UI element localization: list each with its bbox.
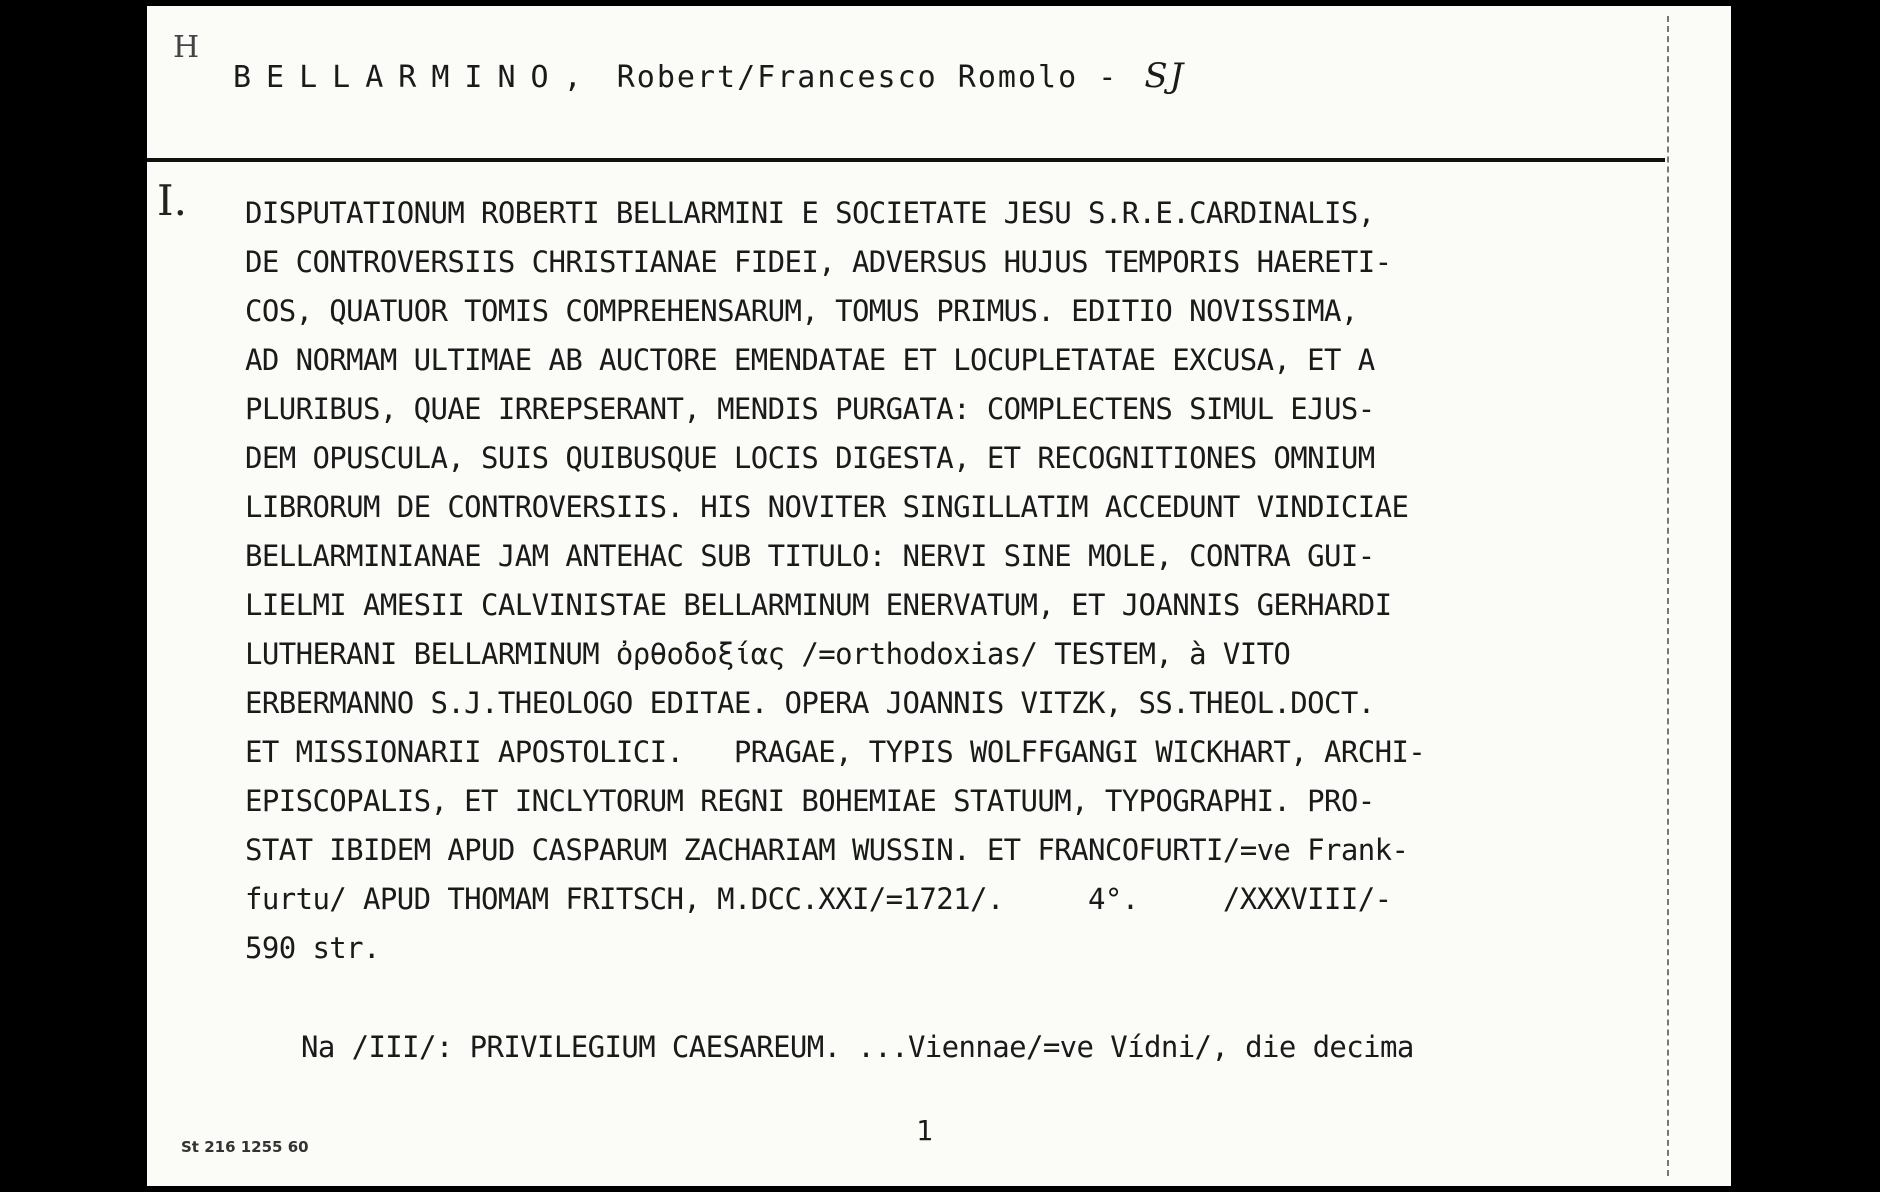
author-given-names: Robert/Francesco Romolo - bbox=[616, 60, 1119, 95]
description-line: EPISCOPALIS, ET INCLYTORUM REGNI BOHEMIAE STATUUM, TYPOGRAPHI. PRO- bbox=[245, 784, 1375, 818]
card-stamp: St 216 1255 60 bbox=[181, 1138, 309, 1156]
description-line: AD NORMAM ULTIMAE AB AUCTORE EMENDATAE ET LOCUPLETATAE EXCUSA, ET A bbox=[245, 343, 1375, 377]
catalog-card bbox=[147, 6, 1731, 1186]
author-surname: BELLARMINO, bbox=[233, 60, 597, 95]
page-number: 1 bbox=[916, 1114, 933, 1147]
privilege-note: Na /III/: PRIVILEGIUM CAESAREUM. ...Viennae/=ve Vídni/, die decima bbox=[301, 1030, 1414, 1064]
description-line: PLURIBUS, QUAE IRREPSERANT, MENDIS PURGATA: COMPLECTENS SIMUL EJUS- bbox=[245, 392, 1375, 426]
description-line: DE CONTROVERSIIS CHRISTIANAE FIDEI, ADVERSUS HUJUS TEMPORIS HAERETI- bbox=[245, 245, 1392, 279]
description-line: BELLARMINIANAE JAM ANTEHAC SUB TITULO: NERVI SINE MOLE, CONTRA GUI- bbox=[245, 539, 1375, 573]
margin-mark: I. bbox=[157, 176, 187, 225]
heading-rule bbox=[147, 158, 1665, 162]
description-line: DEM OPUSCULA, SUIS QUIBUSQUE LOCIS DIGESTA, ET RECOGNITIONES OMNIUM bbox=[245, 441, 1375, 475]
margin-line bbox=[1667, 16, 1669, 1176]
order-annotation: SJ bbox=[1144, 56, 1186, 96]
description-line: LIELMI AMESII CALVINISTAE BELLARMINUM ENERVATUM, ET JOANNIS GERHARDI bbox=[245, 588, 1392, 622]
bibliographic-description bbox=[245, 189, 1665, 973]
card-heading bbox=[233, 56, 1185, 96]
description-line: 590 str. bbox=[245, 931, 380, 965]
description-line: COS, QUATUOR TOMIS COMPREHENSARUM, TOMUS PRIMUS. EDITIO NOVISSIMA, bbox=[245, 294, 1358, 328]
description-line: LIBRORUM DE CONTROVERSIIS. HIS NOVITER SINGILLATIM ACCEDUNT VINDICIAE bbox=[245, 490, 1409, 524]
description-line: ERBERMANNO S.J.THEOLOGO EDITAE. OPERA JOANNIS VITZK, SS.THEOL.DOCT. bbox=[245, 686, 1375, 720]
description-line: STAT IBIDEM APUD CASPARUM ZACHARIAM WUSSIN. ET FRANCOFURTI/=ve Frank- bbox=[245, 833, 1409, 867]
corner-mark: H bbox=[173, 30, 200, 65]
description-line: furtu/ APUD THOMAM FRITSCH, M.DCC.XXI/=1721/. 4°. /XXXVIII/- bbox=[245, 882, 1392, 916]
description-line: LUTHERANI BELLARMINUM ὀρθοδοξίας /=orthodoxias/ TESTEM, à VITO bbox=[245, 637, 1291, 671]
description-line: DISPUTATIONUM ROBERTI BELLARMINI E SOCIETATE JESU S.R.E.CARDINALIS, bbox=[245, 196, 1375, 230]
description-line: ET MISSIONARII APOSTOLICI. PRAGAE, TYPIS WOLFFGANGI WICKHART, ARCHI- bbox=[245, 735, 1426, 769]
